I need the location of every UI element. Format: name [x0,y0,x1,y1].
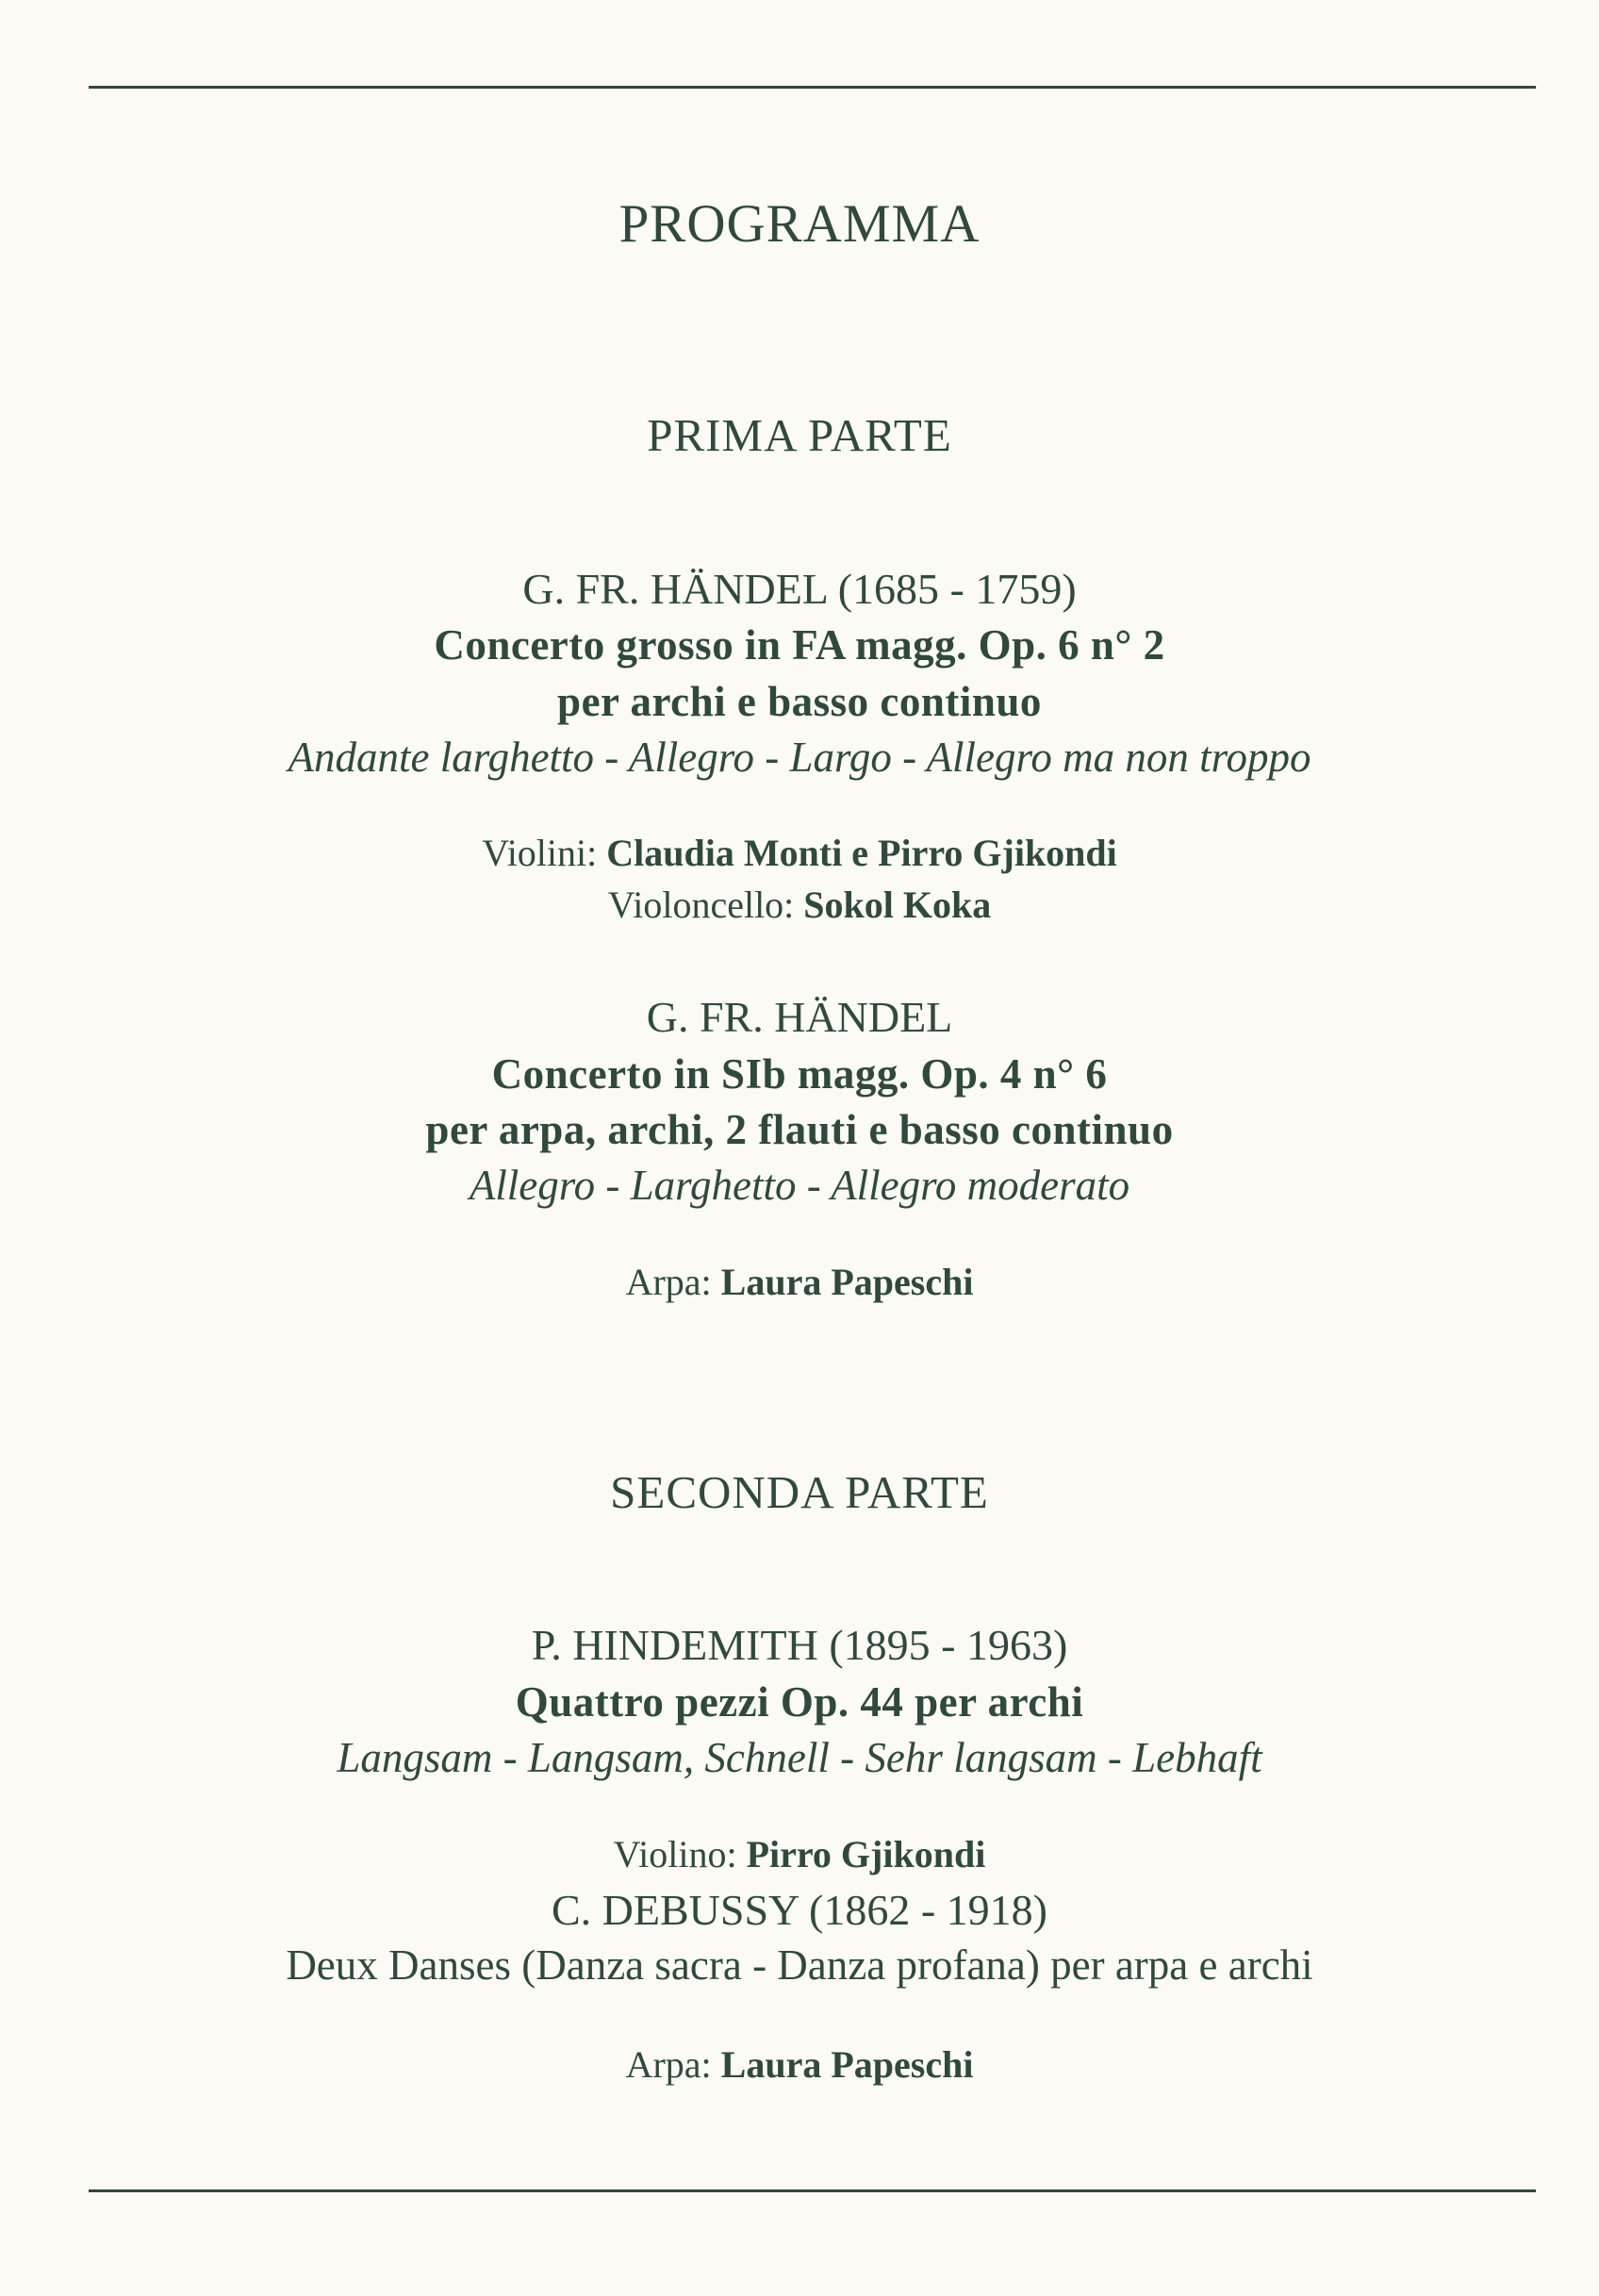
performer-line [0,1833,1599,1875]
performer-name: Sokol Koka [803,884,992,926]
page-title: PROGRAMMA [618,194,981,254]
performer-role: Arpa: [625,2043,712,2086]
movements-line: Allegro - Larghetto - Allegro moderato [469,1162,1130,1209]
performer-name: Pirro Gjikondi [746,1833,986,1875]
top-divider [89,86,1536,89]
work-title: Concerto grosso in FA magg. Op. 6 n° 2 [434,621,1165,669]
performer-name: Claudia Monti e Pirro Gjikondi [606,832,1117,874]
bottom-divider [89,2189,1536,2192]
movements-line: Andante larghetto - Allegro - Largo - Allegro ma non troppo [288,734,1311,781]
composer-line: P. HINDEMITH (1895 - 1963) [531,1621,1068,1669]
performer-role: Violino: [613,1833,737,1875]
work-instrumentation: per archi e basso continuo [557,678,1042,725]
work-title: Quattro pezzi Op. 44 per archi [515,1678,1084,1726]
composer-line: C. DEBUSSY (1862 - 1918) [551,1886,1048,1934]
composer-line: G. FR. HÄNDEL [646,993,953,1041]
work-instrumentation: per arpa, archi, 2 flauti e basso continuo [425,1106,1174,1153]
performer-line [0,1261,1599,1303]
performer-role: Violoncello: [607,884,795,926]
performer-role: Arpa: [625,1261,712,1303]
part-two-title: SECONDA PARTE [610,1466,989,1518]
part-one-title: PRIMA PARTE [647,409,952,461]
performer-name: Laura Papeschi [720,2043,974,2086]
work-title: Deux Danses (Danza sacra - Danza profana) per arpa e archi [286,1941,1313,1989]
performer-role: Violini: [482,832,598,874]
work-title: Concerto in SIb magg. Op. 4 n° 6 [491,1050,1108,1098]
performer-name: Laura Papeschi [720,1261,974,1303]
composer-line: G. FR. HÄNDEL (1685 - 1759) [522,565,1077,613]
movements-line: Langsam - Langsam, Schnell - Sehr langsam - Lebhaft [337,1734,1262,1781]
performer-line [0,834,1599,872]
performer-line [0,886,1599,924]
performer-line [0,2043,1599,2086]
